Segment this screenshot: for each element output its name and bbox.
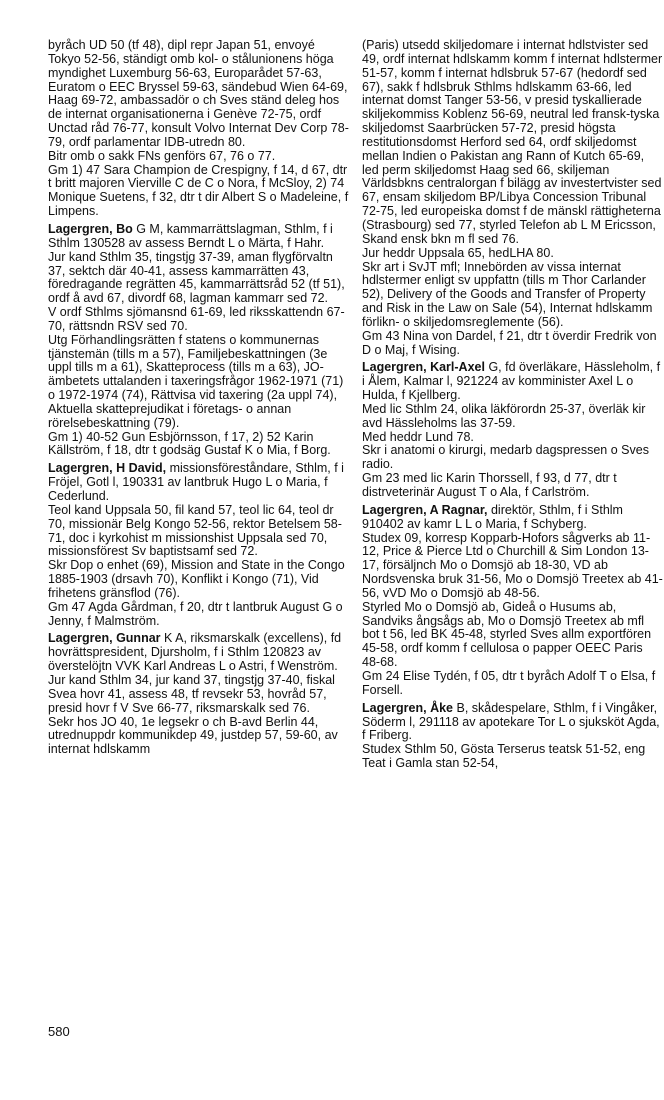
entry-paragraph: Studex Sthlm 50, Gösta Terserus teatsk 51-52, eng Teat i Gamla stan 52-54, (362, 742, 646, 771)
entry-lagergren-david (48, 462, 349, 628)
entry-lagergren-gunnar (48, 632, 349, 757)
entry-paragraph: V ordf Sthlms sjömansnd 61-69, led riksskattendn 67-70, rättsndn RSV sed 70. (48, 305, 345, 333)
entry-name: Lagergren, Gunnar (48, 631, 161, 646)
entry-paragraph: Styrled Mo o Domsjö ab, Gideå o Husums ab, Sandviks ångsågs ab, Mo o Domsjö Treetex ab mfl bot t 56, led BK 45-48, styrled Sves allm exportfören 45-58, ordf komm f cellulosa o papper OEEC Paris 48-68. (362, 599, 652, 670)
entry-paragraph: Med lic Sthlm 24, olika läkförordn 25-37, överläk kir avd Hässleholms las 37-59. (362, 401, 646, 430)
entry-paragraph: byråch UD 50 (tf 48), dipl repr Japan 51, envoyé Tokyo 52-56, ständigt omb kol- o stålunionens höga myndighet Luxemburg 56-63, Europarådet 57-63, Euratom o EEC Bryssel 59-63, sändebud Wien 64-69, Haag 69-72, ambassadör o ch Sves ständ deleg hos de internat organisationerna i Genève 72-75, ordf Unctad råd 76-77, konsult Volvo Internat Dev Corp 78-79, ordf parlamentar IDB-utredn 80. (48, 38, 349, 149)
entry-paragraph: Med heddr Lund 78. (362, 429, 474, 444)
entry-paragraph (48, 462, 349, 504)
entry-paragraph: Gm 1) 40-52 Gun Esbjörnsson, f 17, 2) 52 Karin Källström, f 18, dtr t godsäg Gustaf K o Mia, f Borg. (48, 429, 331, 458)
entry-paragraph (362, 702, 663, 744)
entry-name: Lagergren, H David, (48, 461, 167, 476)
entry-paragraph: Jur kand Sthlm 35, tingstjg 37-39, aman flygförvaltn 37, sektch där 40-41, assess kammarrätten 43, föredragande regrätten 45, kammarrättsråd 52 (tf 51), ordf å avd 67, divordf 68, lagman kammarr sed 72. (48, 249, 345, 306)
entry-intro: direktör, Sthlm, f i Sthlm 910402 av kamr L L o Maria, f Schyberg. (362, 502, 623, 531)
right-column (362, 39, 663, 775)
entry-paragraph: (Paris) utsedd skiljedomare i internat hdlstvister sed 49, ordf internat hdlskamm komm f internat hdlstermer 51-57, komm f internat hdlsbruk 57-67 (hedordf sed 67), sakk f hdlsbruk Sthlms hdlskamm 63-66, led internat domst Tanger 53-56, v presid tyskallierade skiljekommiss Koblenz 56-69, neutral led fransk-tyska skiljedomst Saarbrücken 57-72, presid högsta restitutionsdomst Herford sed 64, ordf skiljedomst mellan Indien o Pakistan ang Rann of Kutch 65-69, led perm skiljedomst Haag sed 66, skiljeman Världsbkns centralorgan f bilägg av investertvister sed 67, ensam skiljedom BP/Libya Concession Tribunal 72-75, led europeiska domst f de mänskl rättigheterna (Strasbourg) sed 77, styrled Telefon ab L M Ericsson, Skand ensk bkn m fl sed 76. (362, 38, 663, 246)
entry-intro: missionsföreståndare, Sthlm, f i Fröjel, Gotl l, 190331 av lantbruk Hugo L o Maria, f Cederlund. (48, 461, 344, 503)
entry-paragraph: Sekr hos JO 40, 1e legsekr o ch B-avd Berlin 44, utrednuppdr kommunikdep 49, justdep 57, 59-60, av internat hdlskamm (48, 714, 338, 757)
entry-paragraph (48, 632, 349, 674)
entry-name: Lagergren, Karl-Axel (362, 360, 485, 375)
entry-name: Lagergren, A Ragnar, (362, 502, 488, 517)
entry-lagergren-karl-axel (362, 361, 663, 499)
page-number: 580 (48, 1024, 70, 1039)
entry-paragraph: Teol kand Uppsala 50, fil kand 57, teol lic 64, teol dr 70, missionär Belg Kongo 52-56, rektor Betelsem 58-71, doc i kyrkohist m missionshist Uppsala sed 70, missionsförest Sv baptistsamf sed 72. (48, 502, 342, 559)
entry-paragraph: Gm 1) 47 Sara Champion de Crespigny, f 14, d 67, dtr t britt majoren Vierville C de C o Nora, f McSloy, 2) 74 Monique Suetens, f 32, dtr t dir Albert S o Madeleine, f Limpens. (48, 162, 349, 219)
entry-name: Lagergren, Bo (48, 221, 133, 236)
entry-name: Lagergren, Åke (362, 700, 454, 715)
entry-paragraph: Skr Dop o enhet (69), Mission and State in the Congo 1885-1903 (drsavh 70), Konflikt i Kongo (71), Vid frihetens gränsflod (76). (48, 558, 345, 600)
entry-intro: B, skådespelare, Sthlm, f i Vingåker, Söderm l, 291118 av apotekare Tor L o sjuksköt Agda, f Friberg. (362, 700, 660, 743)
entry-paragraph: Utg Förhandlingsrätten f statens o kommunernas tjänstemän (tills m a 57), Familjebeskattningen (3e uppl tills m a 61), Skatteprocess (tills m a 63), JO-ämbetets uttalanden i taxeringsfrågor 1962-1971 (71) o 1972-1974 (74), Rättvisa vid taxering (2a uppl 74), Aktuella skatteprejudikat i företags- o annan rörelsebeskattning (79). (48, 332, 344, 430)
entry-lagergren-ragnar (362, 504, 663, 698)
entry-paragraph (48, 223, 349, 251)
entry-paragraph: Gm 24 Elise Tydén, f 05, dtr t byråch Adolf T o Elsa, f Forsell. (362, 668, 656, 697)
entry-intro: G, fd överläkare, Hässleholm, f i Ålem, Kalmar l, 921224 av komminister Axel L o Hulda, f Kjellberg. (362, 360, 661, 403)
entry-paragraph: Jur kand Sthlm 34, jur kand 37, tingstjg 37-40, fiskal Svea hovr 41, assess 48, tf revsekr 53, hovråd 57, presid hovr f V Sve 66-77, riksmarskalk sed 76. (48, 672, 335, 715)
entry-paragraph: Jur heddr Uppsala 65, hedLHA 80. (362, 245, 554, 260)
entry-lagergren-bo (48, 223, 349, 458)
entry-paragraph: Gm 23 med lic Karin Thorssell, f 93, d 77, dtr t distrveterinär August T o Ala, f Carlström. (362, 471, 617, 499)
entry-paragraph: Skr i anatomi o kirurgi, medarb dagspressen o Sves radio. (362, 443, 649, 472)
entry-continuation (48, 39, 349, 219)
entry-lagergren-ake (362, 702, 663, 771)
entry-intro: K A, riksmarskalk (excellens), fd hovrättspresident, Djursholm, f i Sthlm 120823 av överstelöjtn VVK Karl Andreas L o Astri, f Wenström. (48, 631, 342, 674)
entry-paragraph: Gm 43 Nina von Dardel, f 21, dtr t överdir Fredrik von D o Maj, f Wising. (362, 328, 657, 357)
entry-paragraph: Studex 09, korresp Kopparb-Hofors sågverks ab 11-12, Price & Pierce Ltd o Churchill & Sim London 13-17, försäljnch Mo o Domsjö ab 18-30, VD ab Nordsvenska bruk 31-56, Mo o Domsjö Treetex ab 41-56, vVD Mo o Domsjö ab 48-56. (362, 530, 663, 600)
entry-paragraph (362, 361, 663, 403)
left-column (48, 39, 349, 761)
entry-continuation (362, 39, 663, 357)
entry-paragraph: Skr art i SvJT mfl; Innebörden av vissa internat hdlstermer enligt sv uppfattn (tills m Thor Carlander 52), Delivery of the Goods and Transfer of Property and Risk in the Law on Sale (54), Internat hdlskamm förlikn- o skiljedomsreglemente (56). (362, 259, 653, 329)
entry-paragraph: Bitr omb o sakk FNs genförs 67, 76 o 77. (48, 148, 276, 163)
entry-paragraph: Gm 47 Agda Gårdman, f 20, dtr t lantbruk August G o Jenny, f Malmström. (48, 599, 343, 628)
entry-intro: G M, kammarrättslagman, Sthlm, f i Sthlm 130528 av assess Berndt L o Märta, f Hahr. (48, 221, 333, 250)
entry-paragraph (362, 504, 663, 532)
